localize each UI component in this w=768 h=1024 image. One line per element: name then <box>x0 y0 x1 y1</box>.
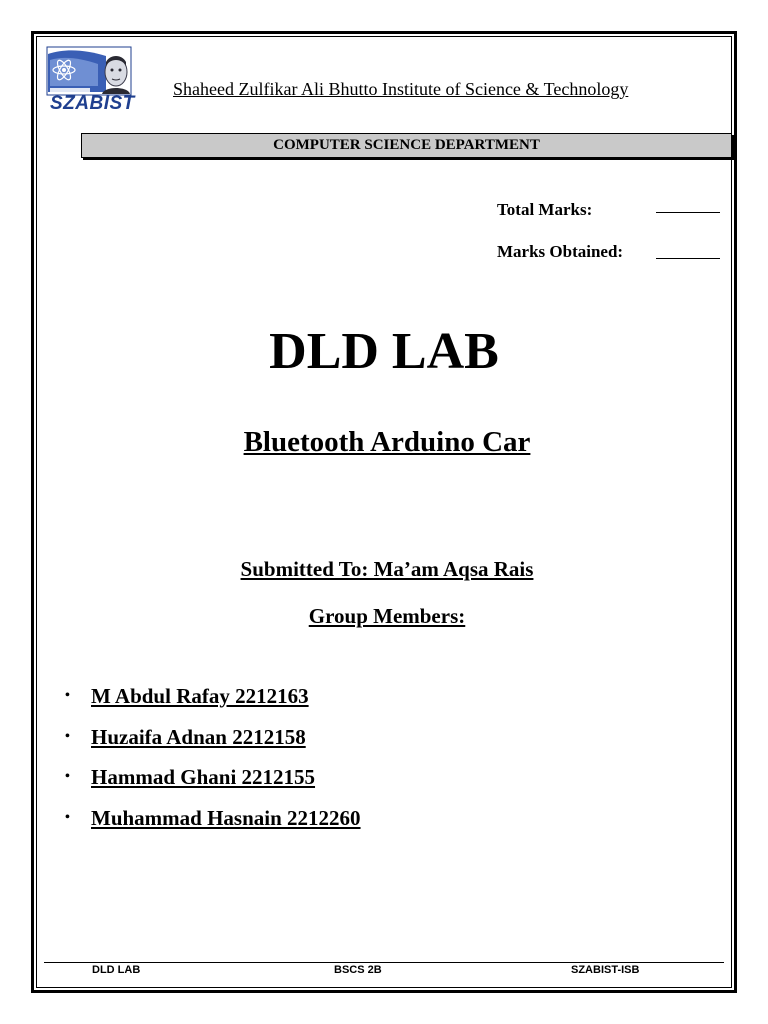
list-item <box>62 804 361 845</box>
list-item <box>62 723 361 764</box>
member-name: M Abdul Rafay 2212163 <box>91 684 309 708</box>
footer-center: BSCS 2B <box>334 964 382 976</box>
marks-obtained-blank <box>656 258 720 259</box>
total-marks-blank <box>656 212 720 213</box>
bullet-icon: • <box>65 728 70 744</box>
page-border-inner <box>36 36 732 988</box>
group-members-heading-wrap <box>0 603 768 629</box>
bullet-icon: • <box>65 688 70 703</box>
member-name: Muhammad Hasnain 2212260 <box>91 805 361 830</box>
project-title: Bluetooth Arduino Car <box>243 426 531 458</box>
list-item <box>62 763 361 804</box>
footer-left: DLD LAB <box>92 964 141 976</box>
footer-divider <box>44 962 724 963</box>
logo-wordmark: SZABIST <box>50 93 135 114</box>
submitted-to: Submitted To: Ma’am Aqsa Rais <box>240 557 534 581</box>
szabist-logo <box>46 46 135 118</box>
submitted-to-wrap <box>0 556 768 582</box>
lab-title: DLD LAB <box>269 323 499 380</box>
bullet-icon: • <box>65 809 70 825</box>
member-name: Hammad Ghani 2212155 <box>91 765 316 789</box>
member-name: Huzaifa Adnan 2212158 <box>91 724 306 749</box>
group-members-heading: Group Members: <box>308 604 466 628</box>
department-banner: COMPUTER SCIENCE DEPARTMENT <box>81 133 732 158</box>
bullet-icon: • <box>65 769 70 784</box>
marks-obtained-label: Marks Obtained: <box>497 242 624 261</box>
list-item <box>62 682 361 723</box>
project-title-wrap <box>0 424 768 460</box>
group-members-list <box>62 682 361 844</box>
institute-name: Shaheed Zulfikar Ali Bhutto Institute of Science & Technology <box>173 79 629 99</box>
footer-right: SZABIST-ISB <box>571 964 640 976</box>
total-marks-label: Total Marks: <box>497 200 593 219</box>
